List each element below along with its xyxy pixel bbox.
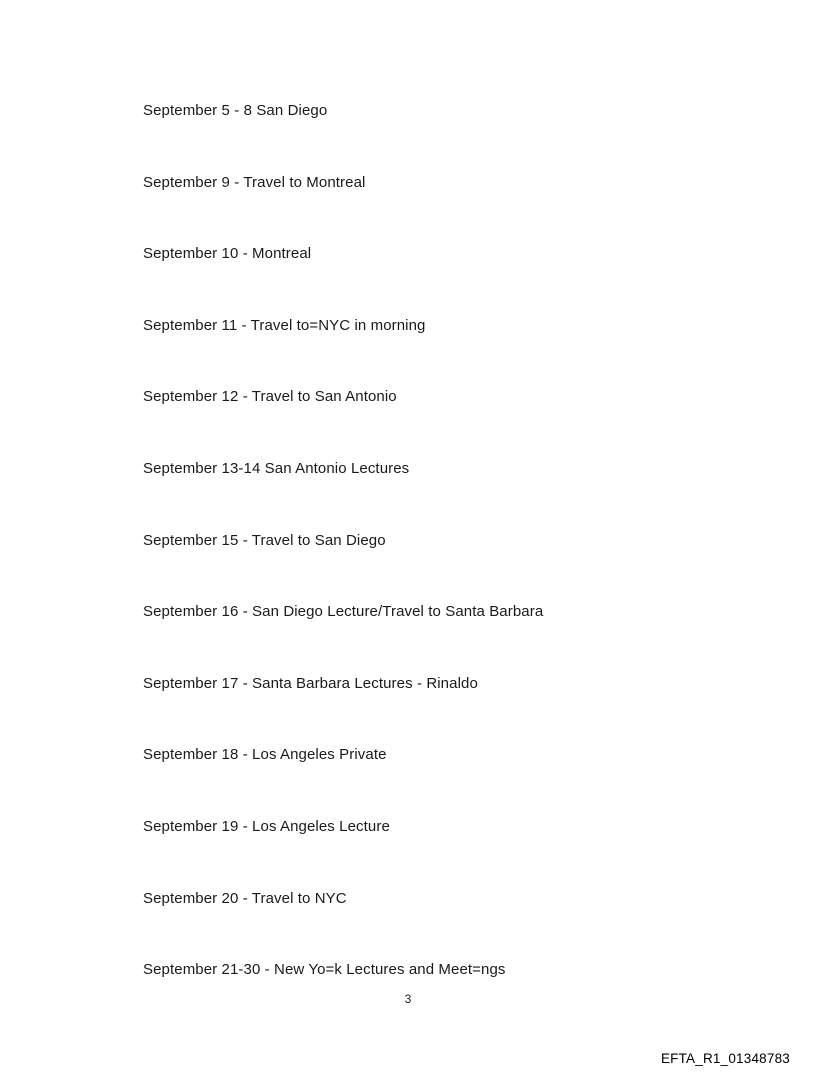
schedule-line: September 5 - 8 San Diego: [143, 102, 328, 119]
bates-stamp: EFTA_R1_01348783: [660, 1051, 790, 1066]
schedule-line: September 11 - Travel to=NYC in morning: [143, 316, 426, 334]
schedule-line: September 21-30 - New Yo=k Lectures and Meet=ngs: [143, 961, 506, 979]
schedule-list: [143, 101, 776, 1032]
schedule-line: September 16 - San Diego Lecture/Travel to Santa Barbara: [143, 603, 544, 621]
schedule-line: September 19 - Los Angeles Lecture: [143, 817, 390, 835]
schedule-line: September 12 - Travel to San Antonio: [143, 388, 397, 406]
schedule-line: September 18 - Los Angeles Private: [143, 746, 387, 764]
schedule-line: September 17 - Santa Barbara Lectures - Rinaldo: [143, 674, 478, 692]
schedule-line: September 10 - Montreal: [143, 245, 312, 263]
page-number: 3: [404, 992, 412, 1006]
schedule-line: September 9 - Travel to Montreal: [143, 173, 366, 191]
schedule-line: September 13-14 San Antonio Lectures: [143, 459, 410, 477]
schedule-line: September 15 - Travel to San Diego: [143, 531, 386, 549]
schedule-line: September 20 - Travel to NYC: [143, 889, 347, 907]
